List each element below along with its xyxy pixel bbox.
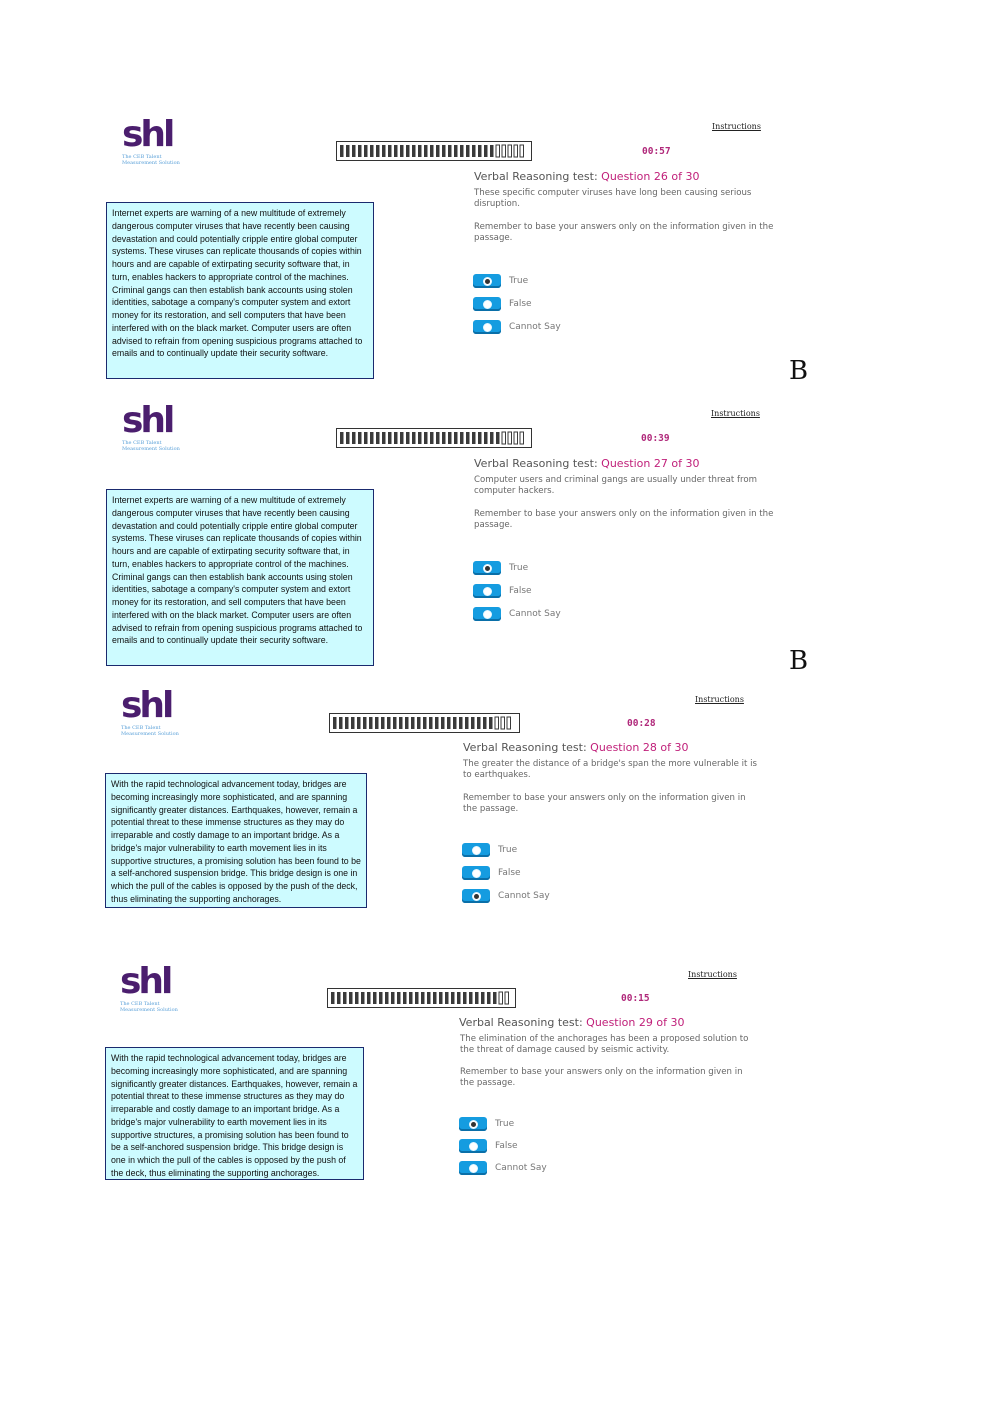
progress-segment-empty: [501, 717, 505, 729]
progress-segment-filled: [424, 432, 428, 444]
progress-segment-filled: [460, 432, 464, 444]
progress-segment-empty: [508, 145, 512, 157]
radio-button[interactable]: [459, 1161, 487, 1175]
question-title: [459, 1016, 684, 1029]
radio-button[interactable]: [473, 297, 501, 311]
logo-wordmark: shl: [120, 961, 171, 1002]
option-false[interactable]: [473, 584, 532, 598]
radio-button[interactable]: [459, 1117, 487, 1131]
option-label: Cannot Say: [509, 609, 561, 619]
test-name: Verbal Reasoning test:: [474, 170, 602, 183]
progress-segment-filled: [406, 145, 410, 157]
progress-segment-filled: [430, 432, 434, 444]
progress-segment-filled: [496, 432, 500, 444]
progress-segment-filled: [477, 717, 481, 729]
progress-segments: [330, 991, 513, 1005]
option-true[interactable]: [462, 843, 517, 857]
instructions-link[interactable]: Instructions: [712, 122, 761, 131]
progress-segment-filled: [433, 992, 437, 1004]
radio-button[interactable]: [462, 843, 490, 857]
progress-segment-filled: [400, 145, 404, 157]
progress-segment-filled: [415, 992, 419, 1004]
question-statement: Computer users and criminal gangs are usually under threat from computer hackers.: [474, 475, 757, 496]
countdown-timer: 00:28: [627, 718, 656, 729]
option-label: True: [498, 845, 518, 855]
progress-segment-empty: [514, 145, 518, 157]
progress-segment-filled: [387, 717, 391, 729]
progress-segment-filled: [484, 145, 488, 157]
progress-segment-filled: [418, 432, 422, 444]
progress-segment-filled: [471, 717, 475, 729]
progress-segment-filled: [376, 145, 380, 157]
reminder-text: Remember to base your answers only on the information given in the passage.: [460, 1067, 743, 1088]
reminder-text: Remember to base your answers only on the information given in the passage.: [474, 222, 774, 243]
question-number: Question 27 of 30: [601, 457, 700, 470]
progress-segment-filled: [379, 992, 383, 1004]
progress-segment-filled: [364, 432, 368, 444]
progress-segment-filled: [466, 432, 470, 444]
progress-segment-filled: [358, 145, 362, 157]
progress-segment-filled: [472, 145, 476, 157]
progress-segment-filled: [393, 717, 397, 729]
progress-segment-empty: [520, 432, 524, 444]
countdown-timer: 00:15: [621, 993, 650, 1004]
instructions-link[interactable]: Instructions: [688, 970, 737, 979]
option-label: True: [509, 563, 529, 573]
test-name: Verbal Reasoning test:: [474, 457, 602, 470]
progress-segment-filled: [376, 432, 380, 444]
progress-segment-filled: [429, 717, 433, 729]
progress-segment-filled: [436, 145, 440, 157]
question-number: Question 26 of 30: [601, 170, 700, 183]
option-label: Cannot Say: [509, 322, 561, 332]
progress-segment-filled: [475, 992, 479, 1004]
radio-dot: [472, 892, 481, 901]
radio-dot: [472, 869, 481, 878]
progress-segment-empty: [514, 432, 518, 444]
progress-segment-filled: [394, 432, 398, 444]
progress-segment-filled: [439, 992, 443, 1004]
passage-text: Internet experts are warning of a new multitude of extremely dangerous computer viruses that have recently been causing devastation and could potentially cripple entire global computer systems. These viruses can replicate thousands of copies within hours and are capable of extirpating security software that, in turn, enables hackers to appropriate control of the machines. Criminal gangs can then establish bank accounts using stolen identities, sabotage a company's computer system and extort money for its restoration, and sell computers that have been interfered with on the black market. Computer users are often advised to refrain from opening suspicious programs attached to emails and to continually update their security software.: [106, 489, 374, 666]
progress-segment-filled: [369, 717, 373, 729]
test-name: Verbal Reasoning test:: [459, 1016, 587, 1029]
progress-segment-filled: [388, 145, 392, 157]
progress-segment-filled: [364, 145, 368, 157]
progress-segment-filled: [481, 992, 485, 1004]
progress-segment-filled: [394, 145, 398, 157]
passage-text: Internet experts are warning of a new multitude of extremely dangerous computer viruses that have recently been causing devastation and could potentially cripple entire global computer systems. These viruses can replicate thousands of copies within hours and are capable of extirpating security software that, in turn, enables hackers to appropriate control of the machines. Criminal gangs can then establish bank accounts using stolen identities, sabotage a company's computer system and extort money for its restoration, and sell computers that have been interfered with on the black market. Computer users are often advised to refrain from opening suspicious programs attached to emails and to continually update their security software.: [106, 202, 374, 379]
logo-tagline: The CEB Talent Measurement Solution: [122, 154, 180, 166]
progress-segment-filled: [339, 717, 343, 729]
progress-segment-empty: [495, 717, 499, 729]
progress-segment-filled: [435, 717, 439, 729]
option-label: False: [498, 868, 521, 878]
progress-segment-empty: [505, 992, 509, 1004]
progress-segment-filled: [403, 992, 407, 1004]
instructions-link[interactable]: Instructions: [711, 409, 760, 418]
progress-segment-empty: [520, 145, 524, 157]
logo-tagline: The CEB Talent Measurement Solution: [120, 1001, 178, 1013]
progress-segment-filled: [405, 717, 409, 729]
radio-dot: [469, 1142, 478, 1151]
option-label: True: [495, 1119, 515, 1129]
progress-segment-filled: [466, 145, 470, 157]
option-false[interactable]: [473, 297, 532, 311]
progress-segment-filled: [421, 992, 425, 1004]
radio-dot: [483, 277, 492, 286]
progress-segments: [339, 431, 529, 445]
progress-segment-empty: [507, 717, 511, 729]
progress-segment-empty: [496, 145, 500, 157]
progress-segment-filled: [423, 717, 427, 729]
test-name: Verbal Reasoning test:: [463, 741, 591, 754]
radio-dot: [472, 846, 481, 855]
progress-segment-filled: [370, 432, 374, 444]
progress-segment-filled: [337, 992, 341, 1004]
progress-segment-filled: [463, 992, 467, 1004]
logo-tagline: The CEB Talent Measurement Solution: [121, 725, 179, 737]
option-true[interactable]: [473, 561, 528, 575]
radio-dot: [469, 1164, 478, 1173]
progress-bar: [336, 428, 532, 448]
progress-segment-filled: [424, 145, 428, 157]
progress-segment-filled: [457, 992, 461, 1004]
progress-segment-filled: [406, 432, 410, 444]
radio-dot: [469, 1120, 478, 1129]
progress-segment-filled: [346, 432, 350, 444]
progress-segment-filled: [399, 717, 403, 729]
progress-segment-filled: [459, 717, 463, 729]
progress-segment-filled: [427, 992, 431, 1004]
progress-segment-empty: [502, 145, 506, 157]
progress-segment-filled: [352, 432, 356, 444]
progress-segment-filled: [367, 992, 371, 1004]
question-title: [463, 741, 688, 754]
progress-segment-filled: [382, 432, 386, 444]
option-cannot-say[interactable]: [459, 1161, 547, 1175]
radio-button[interactable]: [473, 274, 501, 288]
answer-annotation: B: [789, 646, 809, 676]
progress-segment-empty: [502, 432, 506, 444]
progress-segment-filled: [417, 717, 421, 729]
radio-button[interactable]: [473, 607, 501, 621]
question-title: [474, 170, 699, 183]
option-label: False: [495, 1141, 518, 1151]
progress-segment-empty: [499, 992, 503, 1004]
progress-segment-filled: [340, 432, 344, 444]
countdown-timer: 00:57: [642, 146, 671, 157]
progress-segment-filled: [357, 717, 361, 729]
progress-segment-filled: [400, 432, 404, 444]
progress-segment-filled: [436, 432, 440, 444]
progress-segment-filled: [349, 992, 353, 1004]
option-false[interactable]: [459, 1139, 518, 1153]
progress-segment-filled: [331, 992, 335, 1004]
progress-segment-filled: [490, 145, 494, 157]
progress-bar: [336, 141, 532, 161]
question-title: [474, 457, 699, 470]
option-label: True: [509, 276, 529, 286]
progress-segment-filled: [483, 717, 487, 729]
option-cannot-say[interactable]: [473, 607, 561, 621]
option-true[interactable]: [473, 274, 528, 288]
shl-logo: [122, 114, 192, 166]
progress-segment-filled: [445, 992, 449, 1004]
passage-text: With the rapid technological advancement today, bridges are becoming increasingly more sophisticated, and are spanning significantly greater distances. Earthquakes, however, remain a potential threat to these immense structures as they may do irreparable and costly damage to an important bridge. As a bridge's major vulnerability to earth movement lies in its supportive structures, a promising solution has been found to be a self-anchored suspension bridge. This bridge design is one in which the pull of the cables is opposed by the push of the deck, thus eliminating the supporting anchorages.: [105, 773, 367, 908]
progress-segment-filled: [469, 992, 473, 1004]
radio-dot: [483, 610, 492, 619]
logo-tagline: The CEB Talent Measurement Solution: [122, 440, 180, 452]
progress-segment-filled: [355, 992, 359, 1004]
progress-segments: [332, 716, 517, 730]
progress-segment-filled: [412, 432, 416, 444]
progress-segment-filled: [385, 992, 389, 1004]
option-true[interactable]: [459, 1117, 514, 1131]
progress-segment-filled: [453, 717, 457, 729]
radio-dot: [483, 587, 492, 596]
progress-segment-filled: [493, 992, 497, 1004]
progress-segment-filled: [451, 992, 455, 1004]
progress-segment-filled: [373, 992, 377, 1004]
progress-segment-filled: [460, 145, 464, 157]
progress-segment-filled: [358, 432, 362, 444]
progress-segment-filled: [487, 992, 491, 1004]
question-statement: These specific computer viruses have long been causing serious disruption.: [474, 188, 752, 209]
reminder-text: Remember to base your answers only on the information given in the passage.: [463, 793, 746, 814]
radio-button[interactable]: [473, 320, 501, 334]
option-cannot-say[interactable]: [473, 320, 561, 334]
progress-segment-filled: [484, 432, 488, 444]
progress-segment-filled: [382, 145, 386, 157]
progress-segment-filled: [351, 717, 355, 729]
passage-text: With the rapid technological advancement today, bridges are becoming increasingly more sophisticated, and are spanning significantly greater distances. Earthquakes, however, remain a potential threat to these immense structures as they may do irreparable and costly damage to an important bridge. As a bridge's major vulnerability to earth movement lies in its supportive structures, a promising solution has been found to be a self-anchored suspension bridge. This bridge design is one in which the pull of the cables is opposed by the push of the deck, thus eliminating the supporting anchorages.: [105, 1047, 364, 1180]
progress-segment-filled: [448, 432, 452, 444]
progress-segment-filled: [361, 992, 365, 1004]
countdown-timer: 00:39: [641, 433, 670, 444]
progress-segment-filled: [454, 432, 458, 444]
option-label: False: [509, 586, 532, 596]
question-statement: The elimination of the anchorages has been a proposed solution to the threat of damage caused by seismic activity.: [460, 1034, 749, 1055]
progress-segment-filled: [489, 717, 493, 729]
progress-segment-filled: [343, 992, 347, 1004]
option-false[interactable]: [462, 866, 521, 880]
logo-wordmark: shl: [122, 114, 173, 155]
progress-segment-filled: [409, 992, 413, 1004]
progress-segment-filled: [448, 145, 452, 157]
option-label: Cannot Say: [495, 1163, 547, 1173]
progress-segment-filled: [490, 432, 494, 444]
progress-segment-filled: [465, 717, 469, 729]
progress-segment-filled: [454, 145, 458, 157]
progress-segments: [339, 144, 529, 158]
option-cannot-say[interactable]: [462, 889, 550, 903]
option-label: False: [509, 299, 532, 309]
reminder-text: Remember to base your answers only on the information given in the passage.: [474, 509, 774, 530]
question-number: Question 28 of 30: [590, 741, 689, 754]
progress-segment-filled: [397, 992, 401, 1004]
progress-segment-filled: [412, 145, 416, 157]
progress-segment-filled: [388, 432, 392, 444]
question-number: Question 29 of 30: [586, 1016, 685, 1029]
shl-logo: [121, 685, 191, 737]
progress-bar: [329, 713, 520, 733]
instructions-link[interactable]: Instructions: [695, 695, 744, 704]
radio-dot: [483, 564, 492, 573]
progress-segment-filled: [430, 145, 434, 157]
option-label: Cannot Say: [498, 891, 550, 901]
progress-segment-filled: [352, 145, 356, 157]
radio-dot: [483, 300, 492, 309]
progress-segment-filled: [346, 145, 350, 157]
progress-segment-filled: [345, 717, 349, 729]
progress-segment-filled: [472, 432, 476, 444]
progress-segment-filled: [478, 145, 482, 157]
radio-button[interactable]: [459, 1139, 487, 1153]
progress-segment-empty: [508, 432, 512, 444]
radio-button[interactable]: [462, 866, 490, 880]
progress-segment-filled: [442, 145, 446, 157]
radio-button[interactable]: [473, 584, 501, 598]
progress-segment-filled: [381, 717, 385, 729]
progress-segment-filled: [333, 717, 337, 729]
progress-segment-filled: [391, 992, 395, 1004]
shl-logo: [122, 400, 192, 452]
progress-segment-filled: [478, 432, 482, 444]
logo-wordmark: shl: [121, 685, 172, 726]
progress-segment-filled: [411, 717, 415, 729]
progress-segment-filled: [363, 717, 367, 729]
progress-segment-filled: [447, 717, 451, 729]
radio-button[interactable]: [473, 561, 501, 575]
question-statement: The greater the distance of a bridge's span the more vulnerable it is to earthquakes.: [463, 759, 757, 780]
progress-segment-filled: [370, 145, 374, 157]
progress-segment-filled: [441, 717, 445, 729]
progress-segment-filled: [340, 145, 344, 157]
progress-segment-filled: [442, 432, 446, 444]
radio-button[interactable]: [462, 889, 490, 903]
logo-wordmark: shl: [122, 400, 173, 441]
radio-dot: [483, 323, 492, 332]
answer-annotation: B: [789, 356, 809, 386]
progress-bar: [327, 988, 516, 1008]
progress-segment-filled: [375, 717, 379, 729]
shl-logo: [120, 961, 190, 1013]
progress-segment-filled: [418, 145, 422, 157]
